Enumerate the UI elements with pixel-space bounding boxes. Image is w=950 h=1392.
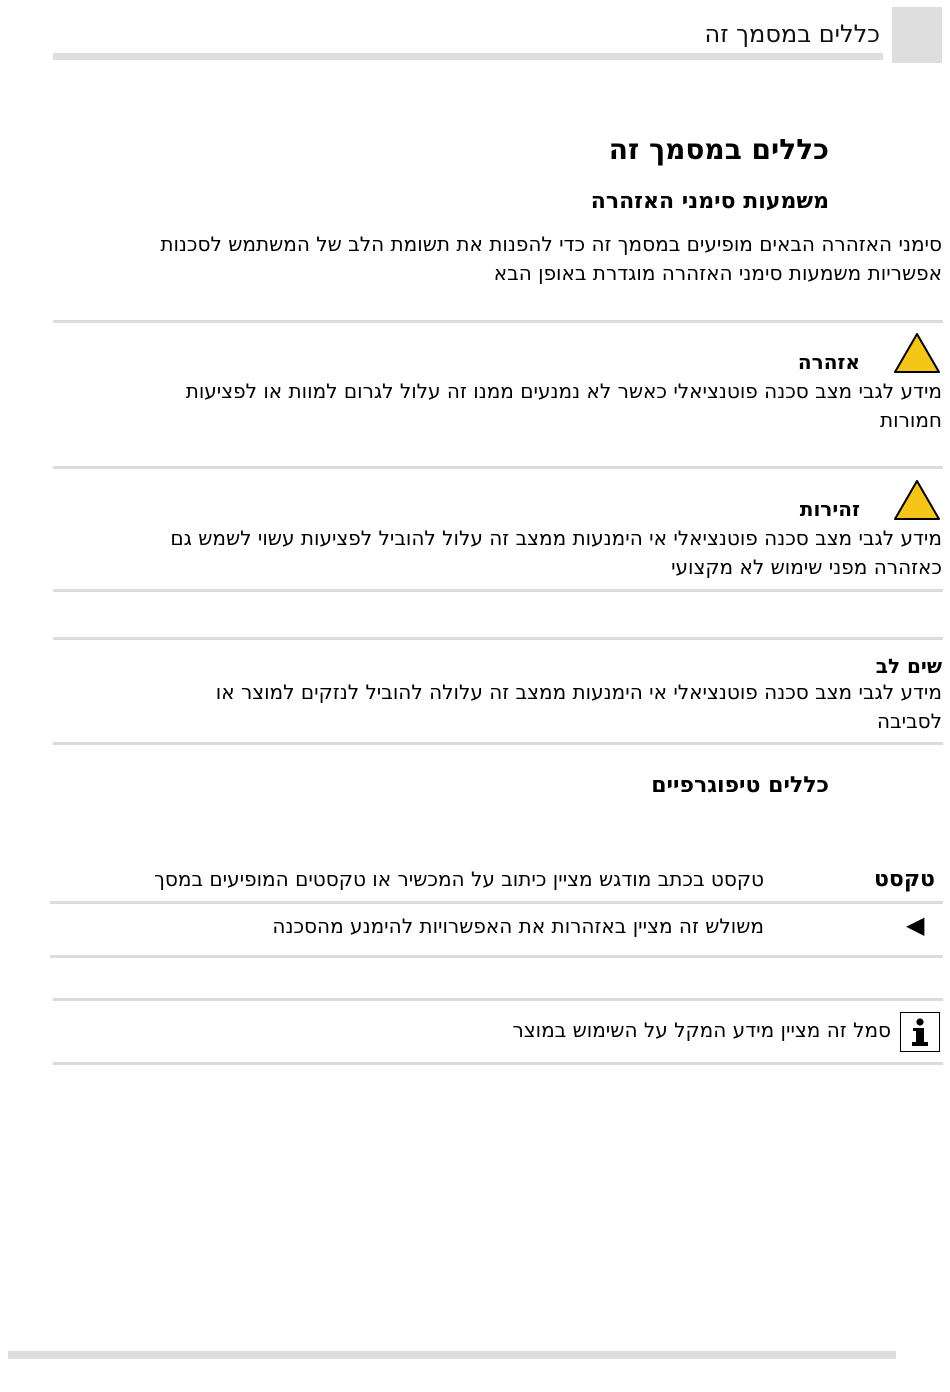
divider [53,637,943,640]
notice-title-caution: זהירות [799,497,860,521]
typography-row-1-text: טקסט בכתב מודגש מציין כיתוב על המכשיר או טקסטים המופיעים במסך [154,867,764,891]
typography-label-text: טקסט [873,867,935,892]
page-title: כללים במסמך זה [608,133,829,166]
divider [53,466,943,469]
typography-heading: כללים טיפוגרפיים [651,773,829,798]
warning-triangle-icon [892,478,942,522]
header-tab [892,7,942,63]
triangle-marker-icon: ◀ [906,911,925,939]
divider [53,589,943,592]
intro-line-1: סימני האזהרה הבאים מופיעים במסמך זה כדי להפנות את תשומת הלב של המשתמש לסכנות [160,232,942,256]
warning-meaning-heading: משמעות סימני האזהרה [590,189,829,214]
notice-caution-line-2: כאזהרה מפני שימוש לא מקצועי [671,555,942,579]
notice-note-line-1: מידע לגבי מצב סכנה פוטנציאלי אי הימנעות ממצב זה עלולה להוביל לנזקים למוצר או [215,680,942,704]
notice-warning-line-2: חמורות [880,408,942,432]
typography-row-2-text: משולש זה מציין באזהרות את האפשרויות להימנע מהסכנה [272,914,764,938]
header-rule [53,53,883,60]
footer-rule [8,1351,896,1359]
warning-triangle-icon [892,331,942,375]
info-icon [900,1012,940,1052]
intro-line-2: אפשריות משמעות סימני האזהרה מוגדרת באופן הבא [493,261,942,285]
notice-title-warning: אזהרה [797,350,860,374]
divider [53,998,943,1001]
notice-title-note: שים לב [875,654,942,678]
info-note-text: סמל זה מציין מידע המקל על השימוש במוצר [512,1018,891,1042]
header-title: כללים במסמך זה [704,20,880,48]
divider [50,955,943,958]
notice-note-line-2: לסביבה [876,709,942,733]
divider [53,320,943,323]
divider [50,901,943,904]
notice-caution-line-1: מידע לגבי מצב סכנה פוטנציאלי אי הימנעות ממצב זה עלול להוביל לפציעות עשוי לשמש גם [170,526,942,550]
divider [53,1062,943,1065]
divider [53,742,943,745]
notice-warning-line-1: מידע לגבי מצב סכנה פוטנציאלי כאשר לא נמנעים ממנו זה עלול לגרום למוות או לפציעות [185,379,942,403]
